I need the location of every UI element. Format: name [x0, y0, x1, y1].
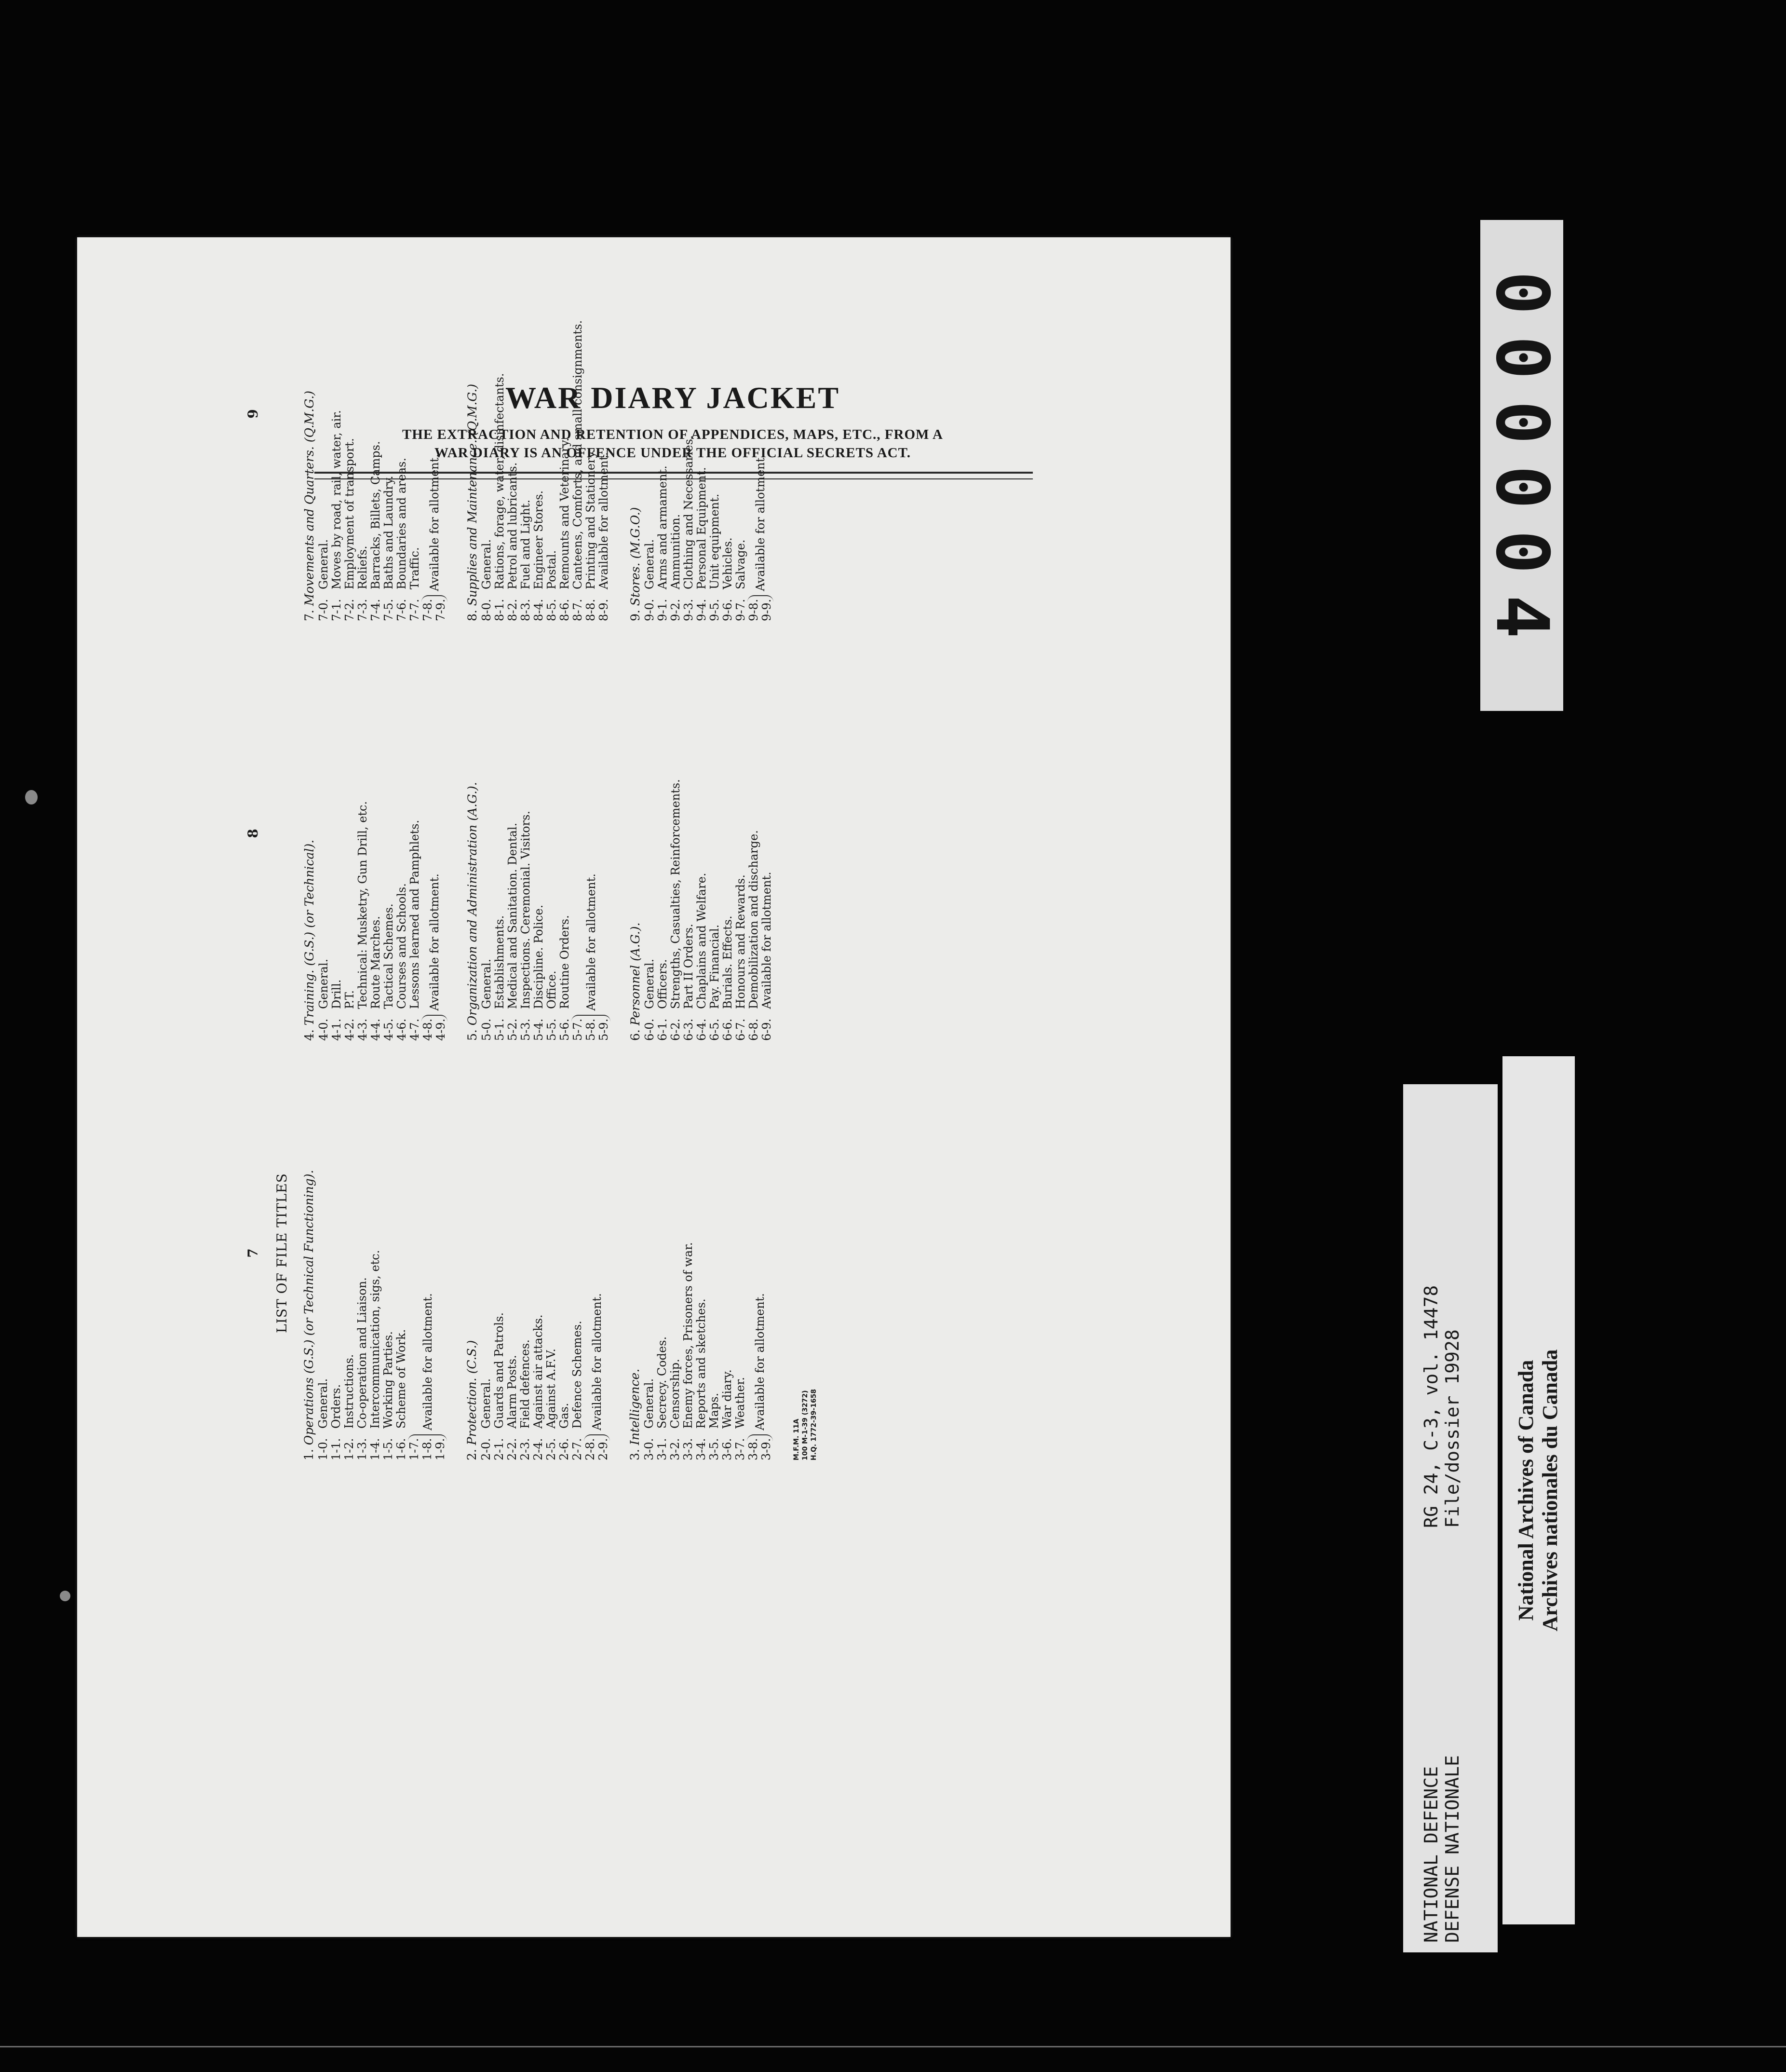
file-entry: 8-1.Rations, forage, water, disinfectants. [493, 373, 506, 621]
file-section [465, 206, 610, 621]
file-entry: 5-4.Discipline. Police. [532, 904, 545, 1041]
file-entry: 8-2.Petrol and lubricants. [506, 462, 519, 621]
warning-line-1: THE EXTRACTION AND RETENTION OF APPENDICES, MAPS, ETC., FROM A [402, 427, 943, 442]
section-heading: 2. Protection. (C.S.) [465, 1340, 479, 1460]
scan-edge-line [0, 2046, 1786, 2047]
file-entry: 2-0.General. [479, 1378, 493, 1460]
file-section [627, 1046, 773, 1460]
file-entry: 4-3.Technical: Musketry, Gun Drill, etc. [356, 801, 369, 1041]
file-entry: 9-1.Arms and armament. [656, 465, 669, 621]
file-entry: 7-3.Reliefs. [356, 545, 369, 621]
frame-counter [1480, 220, 1563, 711]
file-entry: 1-2.Instructions. [342, 1354, 356, 1460]
ref-line-2: DEFENSE NATIONALE [1442, 1755, 1463, 1943]
ref-line-3: RG 24, C-3, vol. 14478 [1421, 1285, 1442, 1528]
file-entry: 5-1.Establishments. [493, 915, 506, 1041]
file-entry: 7-5.Baths and Laundry. [382, 476, 395, 621]
section-heading: 4. Training. (G.S.) (or Technical). [302, 839, 316, 1041]
file-entry: 7-0.General. [317, 539, 330, 621]
list-column-3 [245, 206, 791, 621]
file-entry: 9-2.Ammunition. [669, 514, 682, 621]
ref-line-4: File/dossier 19928 [1442, 1329, 1463, 1528]
column-number: 8 [245, 829, 261, 838]
file-entry: 9-0.General. [643, 539, 656, 621]
file-entry: 3-0.General. [642, 1378, 656, 1460]
file-entry: 9-5.Unit equipment. [708, 493, 721, 621]
file-entry: 8-0.General. [480, 539, 493, 621]
file-section [628, 206, 773, 621]
list-column-1 [245, 1046, 818, 1460]
file-entry: 2-3.Field defences. [518, 1339, 532, 1460]
file-entry: 1-6.Scheme of Work. [394, 1329, 408, 1460]
allotment-bracket: 4-8. 4-9. Available for allotment. [421, 873, 447, 1041]
column-number: 9 [245, 409, 261, 419]
file-entry: 9-7.Salvage. [734, 539, 747, 621]
file-entry: 9-4.Personal Equipment. [695, 467, 708, 621]
file-entry: 6-6.Burials. Effects. [721, 915, 734, 1041]
jacket-title: WAR DIARY JACKET [505, 381, 840, 415]
file-titles-list [245, 206, 968, 1460]
list-heading: LIST OF FILE TITLES [274, 1173, 290, 1333]
ref-line-1: NATIONAL DEFENCE [1421, 1766, 1442, 1943]
file-entry: 3-6.War diary. [720, 1369, 734, 1460]
file-entry: 3-7.Weather. [733, 1377, 747, 1460]
file-entry: 6-4.Chaplains and Welfare. [695, 872, 708, 1041]
file-entry: 6-0.General. [643, 958, 656, 1041]
file-entry: 6-9.Available for allotment. [760, 872, 773, 1041]
file-entry: 6-7.Honours and Rewards. [734, 874, 747, 1041]
file-entry: 1-1.Orders. [329, 1384, 343, 1460]
archives-line-2: Archives nationales du Canada [1538, 1349, 1562, 1632]
allotment-bracket: 5-7. 5-8. 5-9. Available for allotment. [571, 873, 610, 1041]
file-entry: 7-7.Traffic. [408, 547, 421, 621]
file-section [302, 626, 447, 1041]
allotment-bracket: 9-8. 9-9. Available for allotment. [747, 454, 773, 621]
frame-number: 000004 [1480, 271, 1564, 660]
file-entry: 8-8.Printing and Stationery. [584, 449, 597, 621]
file-entry: 2-5.Against A.F.V. [544, 1349, 558, 1460]
file-entry: 8-6.Remounts and Veterinary. [558, 437, 571, 621]
archives-line-1: National Archives of Canada [1514, 1360, 1538, 1621]
section-heading: 9. Stores. (M.G.O.) [628, 507, 642, 621]
file-entry: 1-4.Intercommunication, sigs, etc. [368, 1250, 382, 1460]
film-speck [60, 1591, 70, 1601]
file-entry: 3-5.Maps. [707, 1392, 721, 1460]
file-entry: 4-1.Drill. [330, 979, 343, 1041]
file-entry: 8-9.Available for allotment. [597, 452, 610, 621]
file-entry: 4-6.Courses and Schools. [395, 883, 408, 1041]
file-section [301, 1046, 447, 1460]
file-section [628, 626, 773, 1041]
file-entry: 8-7.Canteens, Comforts, and small consignments. [571, 320, 584, 621]
file-entry: 4-4.Route Marches. [369, 916, 382, 1041]
section-heading: 3. Intelligence. [628, 1368, 642, 1460]
file-entry: 4-7.Lessons learned and Pamphlets. [408, 819, 421, 1041]
file-entry: 3-2.Censorship. [668, 1359, 682, 1460]
column-number: 7 [245, 1248, 261, 1258]
file-entry: 3-1.Secrecy. Codes. [655, 1336, 669, 1460]
allotment-bracket: 1-7. 1-8. 1-9. Available for allotment. [407, 1293, 447, 1460]
file-entry: 6-2.Strengths, Casualties, Reinforcements. [669, 779, 682, 1041]
section-heading: 7. Movements and Quarters. (Q.M.G.) [302, 390, 316, 621]
file-entry: 6-8.Demobilization and discharge. [747, 830, 760, 1041]
form-number: M.F.M. 11A 100 M-1-39 (3272) H.Q. 1772-39-1658 [793, 1389, 818, 1460]
file-section [465, 626, 610, 1041]
reference-label [1403, 1084, 1498, 1952]
section-heading: 1. Operations (G.S.) (or Technical Functioning). [302, 1170, 316, 1460]
allotment-bracket: 3-8. 3-9. Available for allotment. [746, 1293, 773, 1460]
file-entry: 7-6.Boundaries and areas. [395, 458, 408, 621]
file-entry: 2-2.Alarm Posts. [505, 1355, 519, 1460]
film-speck [25, 790, 38, 804]
file-entry: 7-1.Moves by road, rail, water, air. [330, 410, 343, 621]
allotment-bracket: 2-8. 2-9. Available for allotment. [583, 1293, 610, 1460]
file-entry: 5-5.Office. [545, 970, 558, 1041]
file-entry: 2-7.Defence Schemes. [570, 1321, 584, 1460]
file-entry: 4-2.P.T. [343, 990, 356, 1041]
file-entry: 9-6.Vehicles. [721, 537, 734, 621]
file-entry: 5-6.Routine Orders. [558, 915, 571, 1041]
section-heading: 8. Supplies and Maintenance. (Q.M.G.) [465, 383, 479, 621]
file-entry: 6-1.Officers. [656, 959, 669, 1041]
file-entry: 2-6.Gas. [557, 1403, 571, 1460]
file-entry: 9-3.Clothing and Necessaries. [682, 435, 695, 621]
file-entry: 1-0.General. [316, 1378, 330, 1460]
section-heading: 5. Organization and Administration (A.G.). [465, 782, 479, 1041]
archives-label [1502, 1056, 1575, 1924]
file-entry: 5-3.Inspections. Ceremonial. Visitors. [519, 811, 532, 1041]
file-entry: 5-2.Medical and Sanitation. Dental. [506, 822, 519, 1041]
file-entry: 8-4.Engineer Stores. [532, 490, 545, 621]
file-entry: 4-0.General. [317, 958, 330, 1041]
file-entry: 2-1.Guards and Patrols. [492, 1312, 506, 1460]
list-column-2 [245, 626, 791, 1041]
section-heading: 6. Personnel (A.G.). [628, 922, 642, 1041]
file-entry: 1-5.Working Parties. [381, 1331, 395, 1460]
file-entry: 8-3.Fuel and Light. [519, 499, 532, 621]
allotment-bracket: 7-8. 7-9. Available for allotment. [421, 454, 447, 621]
file-entry: 4-5.Tactical Schemes. [382, 903, 395, 1041]
file-entry: 3-4.Reports and sketches. [694, 1298, 708, 1460]
file-entry: 7-2.Employment of transport. [343, 438, 356, 621]
file-entry: 7-4.Barracks, Billets, Camps. [369, 441, 382, 621]
file-entry: 6-5.Pay. Financial. [708, 924, 721, 1041]
file-entry: 8-5.Postal. [545, 550, 558, 621]
file-entry: 1-3.Co-operation and Liaison. [355, 1277, 369, 1460]
file-section [464, 1046, 610, 1460]
file-entry: 6-3.Part II Orders. [682, 924, 695, 1041]
file-entry: 2-4.Against air attacks. [531, 1314, 545, 1460]
file-section [302, 206, 447, 621]
file-entry: 3-3.Enemy forces, Prisoners of war. [681, 1242, 695, 1460]
warning-line-2: WAR DIARY IS AN OFFENCE UNDER THE OFFICIAL SECRETS ACT. [434, 445, 911, 461]
file-entry: 5-0.General. [480, 958, 493, 1041]
